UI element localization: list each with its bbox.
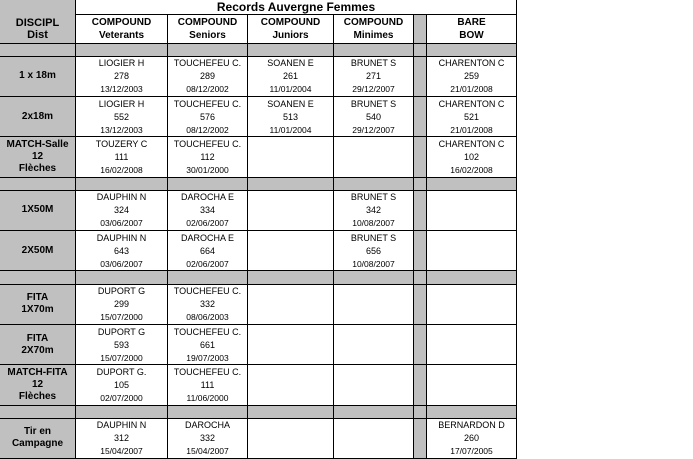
discipline-cell [0,418,75,458]
record-archer-name: TOUCHEFEU C. [173,326,242,337]
record-date: 17/07/2005 [450,446,493,456]
grid-line [333,14,334,458]
section-separator-band [0,43,516,56]
discipline-cell [0,97,75,136]
record-date: 02/06/2007 [186,258,229,269]
record-cell [168,326,247,364]
grid-line [0,190,517,191]
record-score: 299 [113,299,130,309]
column-header-line2: Minimes [353,30,394,41]
record-archer-name: DAROCHA [184,420,230,430]
record-date: 13/12/2003 [100,84,143,94]
column-header-line1: COMPOUND [91,17,152,28]
discipline-label: MATCH-Salle [6,139,69,150]
record-date: 15/04/2007 [100,446,143,456]
column-header-line1: COMPOUND [343,17,404,28]
record-score: 661 [199,339,216,350]
section-separator-band [0,405,516,418]
record-archer-name: BRUNET S [350,192,397,202]
column-header-line2: Dist [27,28,48,41]
record-score: 111 [114,152,129,162]
discipline-label: 12 [31,151,44,162]
record-date: 03/06/2007 [100,218,143,228]
column-header [248,15,333,43]
record-archer-name: DUPORT G [97,286,146,296]
grid-line [75,0,76,14]
record-date: 11/06/2000 [186,393,229,403]
discipline-cell [0,325,75,364]
record-score: 342 [365,205,382,215]
record-archer-name: DUPORT G [97,326,146,337]
record-date: 08/06/2003 [186,312,229,322]
column-header [0,14,75,43]
record-cell [427,419,516,458]
column-header [168,15,247,43]
column-header [427,15,516,43]
record-date: 16/02/2008 [100,165,143,175]
record-archer-name: DAROCHA E [180,232,234,243]
discipline-label: Tir en [23,426,52,437]
record-score: 656 [365,245,382,256]
record-score: 261 [282,71,299,81]
record-score: 102 [463,152,480,162]
record-score: 259 [463,71,480,81]
record-date: 15/07/2000 [100,352,143,363]
separator-column-grey [414,14,426,458]
record-cell [427,138,516,177]
record-archer-name: DAROCHA E [180,192,234,202]
grid-line [516,0,517,14]
record-cell [334,98,413,136]
grid-line [0,418,517,419]
discipline-label: Flèches [18,391,57,402]
record-archer-name: TOUCHEFEU C. [173,58,242,68]
record-cell [76,366,167,405]
column-header [76,15,167,43]
record-score: 576 [199,111,216,122]
record-archer-name: CHARENTON C [438,98,505,109]
discipline-label: FITA [26,292,49,303]
record-date: 10/08/2007 [352,218,395,228]
title-border [75,14,517,15]
grid-line [0,284,517,285]
record-date: 21/01/2008 [450,84,493,94]
discipline-cell [0,365,75,405]
record-archer-name: TOUCHEFEU C. [173,98,242,109]
record-date: 13/12/2003 [100,124,143,135]
record-score: 260 [463,433,480,443]
record-cell [168,285,247,324]
record-date: 30/01/2000 [186,165,229,175]
record-date: 10/08/2007 [352,258,395,269]
column-header [334,15,413,43]
column-header [414,15,426,43]
discipline-cell [0,137,75,177]
record-date: 29/12/2007 [352,124,395,135]
record-cell [334,191,413,230]
discipline-label: Campagne [11,438,64,449]
record-archer-name: SOANEN E [267,98,314,109]
record-score: 521 [463,111,480,122]
record-archer-name: DAUPHIN N [96,420,147,430]
record-score: 289 [199,71,216,81]
record-score: 271 [365,71,382,81]
record-cell [76,98,167,136]
record-date: 02/07/2000 [100,393,143,403]
record-archer-name: DAUPHIN N [96,232,147,243]
record-date: 16/02/2008 [450,165,493,175]
discipline-cell [0,284,75,324]
grid-line [413,14,414,458]
discipline-label: Flèches [18,163,57,174]
grid-line [0,230,517,231]
record-cell [168,232,247,270]
grid-line [0,136,517,137]
sheet-title [76,0,516,14]
grid-line [0,56,517,57]
record-archer-name: BRUNET S [350,232,397,243]
record-archer-name: BRUNET S [350,58,397,68]
record-date: 15/07/2000 [100,312,143,322]
record-score: 332 [199,433,216,443]
record-score: 105 [113,380,130,390]
grid-line [0,43,517,44]
discipline-label: 2X50M [21,244,54,256]
record-date: 19/07/2003 [186,352,229,363]
record-score: 334 [199,205,216,215]
record-date: 29/12/2007 [352,84,395,94]
record-archer-name: TOUCHEFEU C. [173,367,242,377]
record-archer-name: BRUNET S [350,98,397,109]
record-cell [248,57,333,96]
record-date: 02/06/2007 [186,218,229,228]
column-header-line1: DISCIPL [15,16,60,29]
discipline-label: MATCH-FITA [7,367,68,378]
column-header-line2: Juniors [272,30,309,41]
grid-line [516,14,517,458]
grid-line [0,177,517,178]
record-score: 593 [113,339,130,350]
record-cell [334,57,413,96]
grid-line [167,14,168,458]
record-score: 540 [365,111,382,122]
record-cell [168,138,247,177]
discipline-label: 2x18m [21,110,54,122]
discipline-label: FITA [26,332,49,344]
grid-line [0,270,517,271]
discipline-label: 1X70m [21,304,54,315]
record-date: 11/01/2004 [269,124,312,135]
record-cell [76,285,167,324]
record-date: 03/06/2007 [100,258,143,269]
record-archer-name: TOUCHEFEU C. [173,139,242,149]
record-score: 664 [199,245,216,256]
discipline-label: 12 [31,379,44,390]
discipline-cell [0,190,75,230]
record-cell [427,98,516,136]
discipline-cell [0,231,75,270]
record-cell [168,366,247,405]
record-score: 552 [113,111,130,122]
record-date: 21/01/2008 [450,124,493,135]
record-cell [168,419,247,458]
record-cell [76,419,167,458]
record-cell [76,138,167,177]
record-archer-name: CHARENTON C [438,58,505,68]
grid-line [75,0,76,458]
column-header-line1: BARE [457,17,486,28]
grid-line [0,405,517,406]
record-cell [168,57,247,96]
record-score: 278 [113,71,130,81]
grid-line [247,14,248,458]
record-date: 08/12/2002 [186,84,229,94]
record-date: 15/04/2007 [186,446,229,456]
record-archer-name: BERNARDON D [438,420,505,430]
record-cell [427,57,516,96]
record-archer-name: TOUCHEFEU C. [173,286,242,296]
section-separator-band [0,177,516,190]
record-cell [76,326,167,364]
grid-line [0,364,517,365]
record-archer-name: SOANEN E [267,58,314,68]
grid-line [0,324,517,325]
record-archer-name: DAUPHIN N [96,192,147,202]
column-header-line1: COMPOUND [177,17,238,28]
record-date: 08/12/2002 [186,124,229,135]
record-score: 111 [200,380,215,390]
column-header-line2: Seniors [189,30,226,41]
record-score: 324 [113,205,130,215]
record-score: 332 [199,299,216,309]
section-separator-band [0,270,516,284]
record-score: 513 [282,111,299,122]
record-archer-name: LIOGIER H [98,58,145,68]
sheet-title-text: Records Auvergne Femmes [216,0,376,14]
record-cell [248,98,333,136]
discipline-label: 2X70m [21,344,54,356]
column-header-line1: COMPOUND [260,17,321,28]
column-header-line2: BOW [459,30,484,41]
record-archer-name: LIOGIER H [98,98,145,109]
column-header-line2: Veterants [98,30,145,41]
discipline-label: 1 x 18m [19,70,56,81]
record-cell [168,191,247,230]
record-date: 11/01/2004 [269,84,312,94]
record-score: 312 [113,433,130,443]
record-cell [76,191,167,230]
record-cell [168,98,247,136]
record-cell [334,232,413,270]
grid-line [426,14,427,458]
record-archer-name: TOUZERY C [95,139,148,149]
discipline-cell [0,56,75,96]
record-cell [76,57,167,96]
record-archer-name: DUPORT G. [96,367,147,377]
grid-line [0,96,517,97]
record-score: 643 [113,245,130,256]
discipline-label: 1X50M [21,204,54,215]
record-cell [76,232,167,270]
record-score: 112 [200,152,215,162]
record-archer-name: CHARENTON C [438,139,505,149]
